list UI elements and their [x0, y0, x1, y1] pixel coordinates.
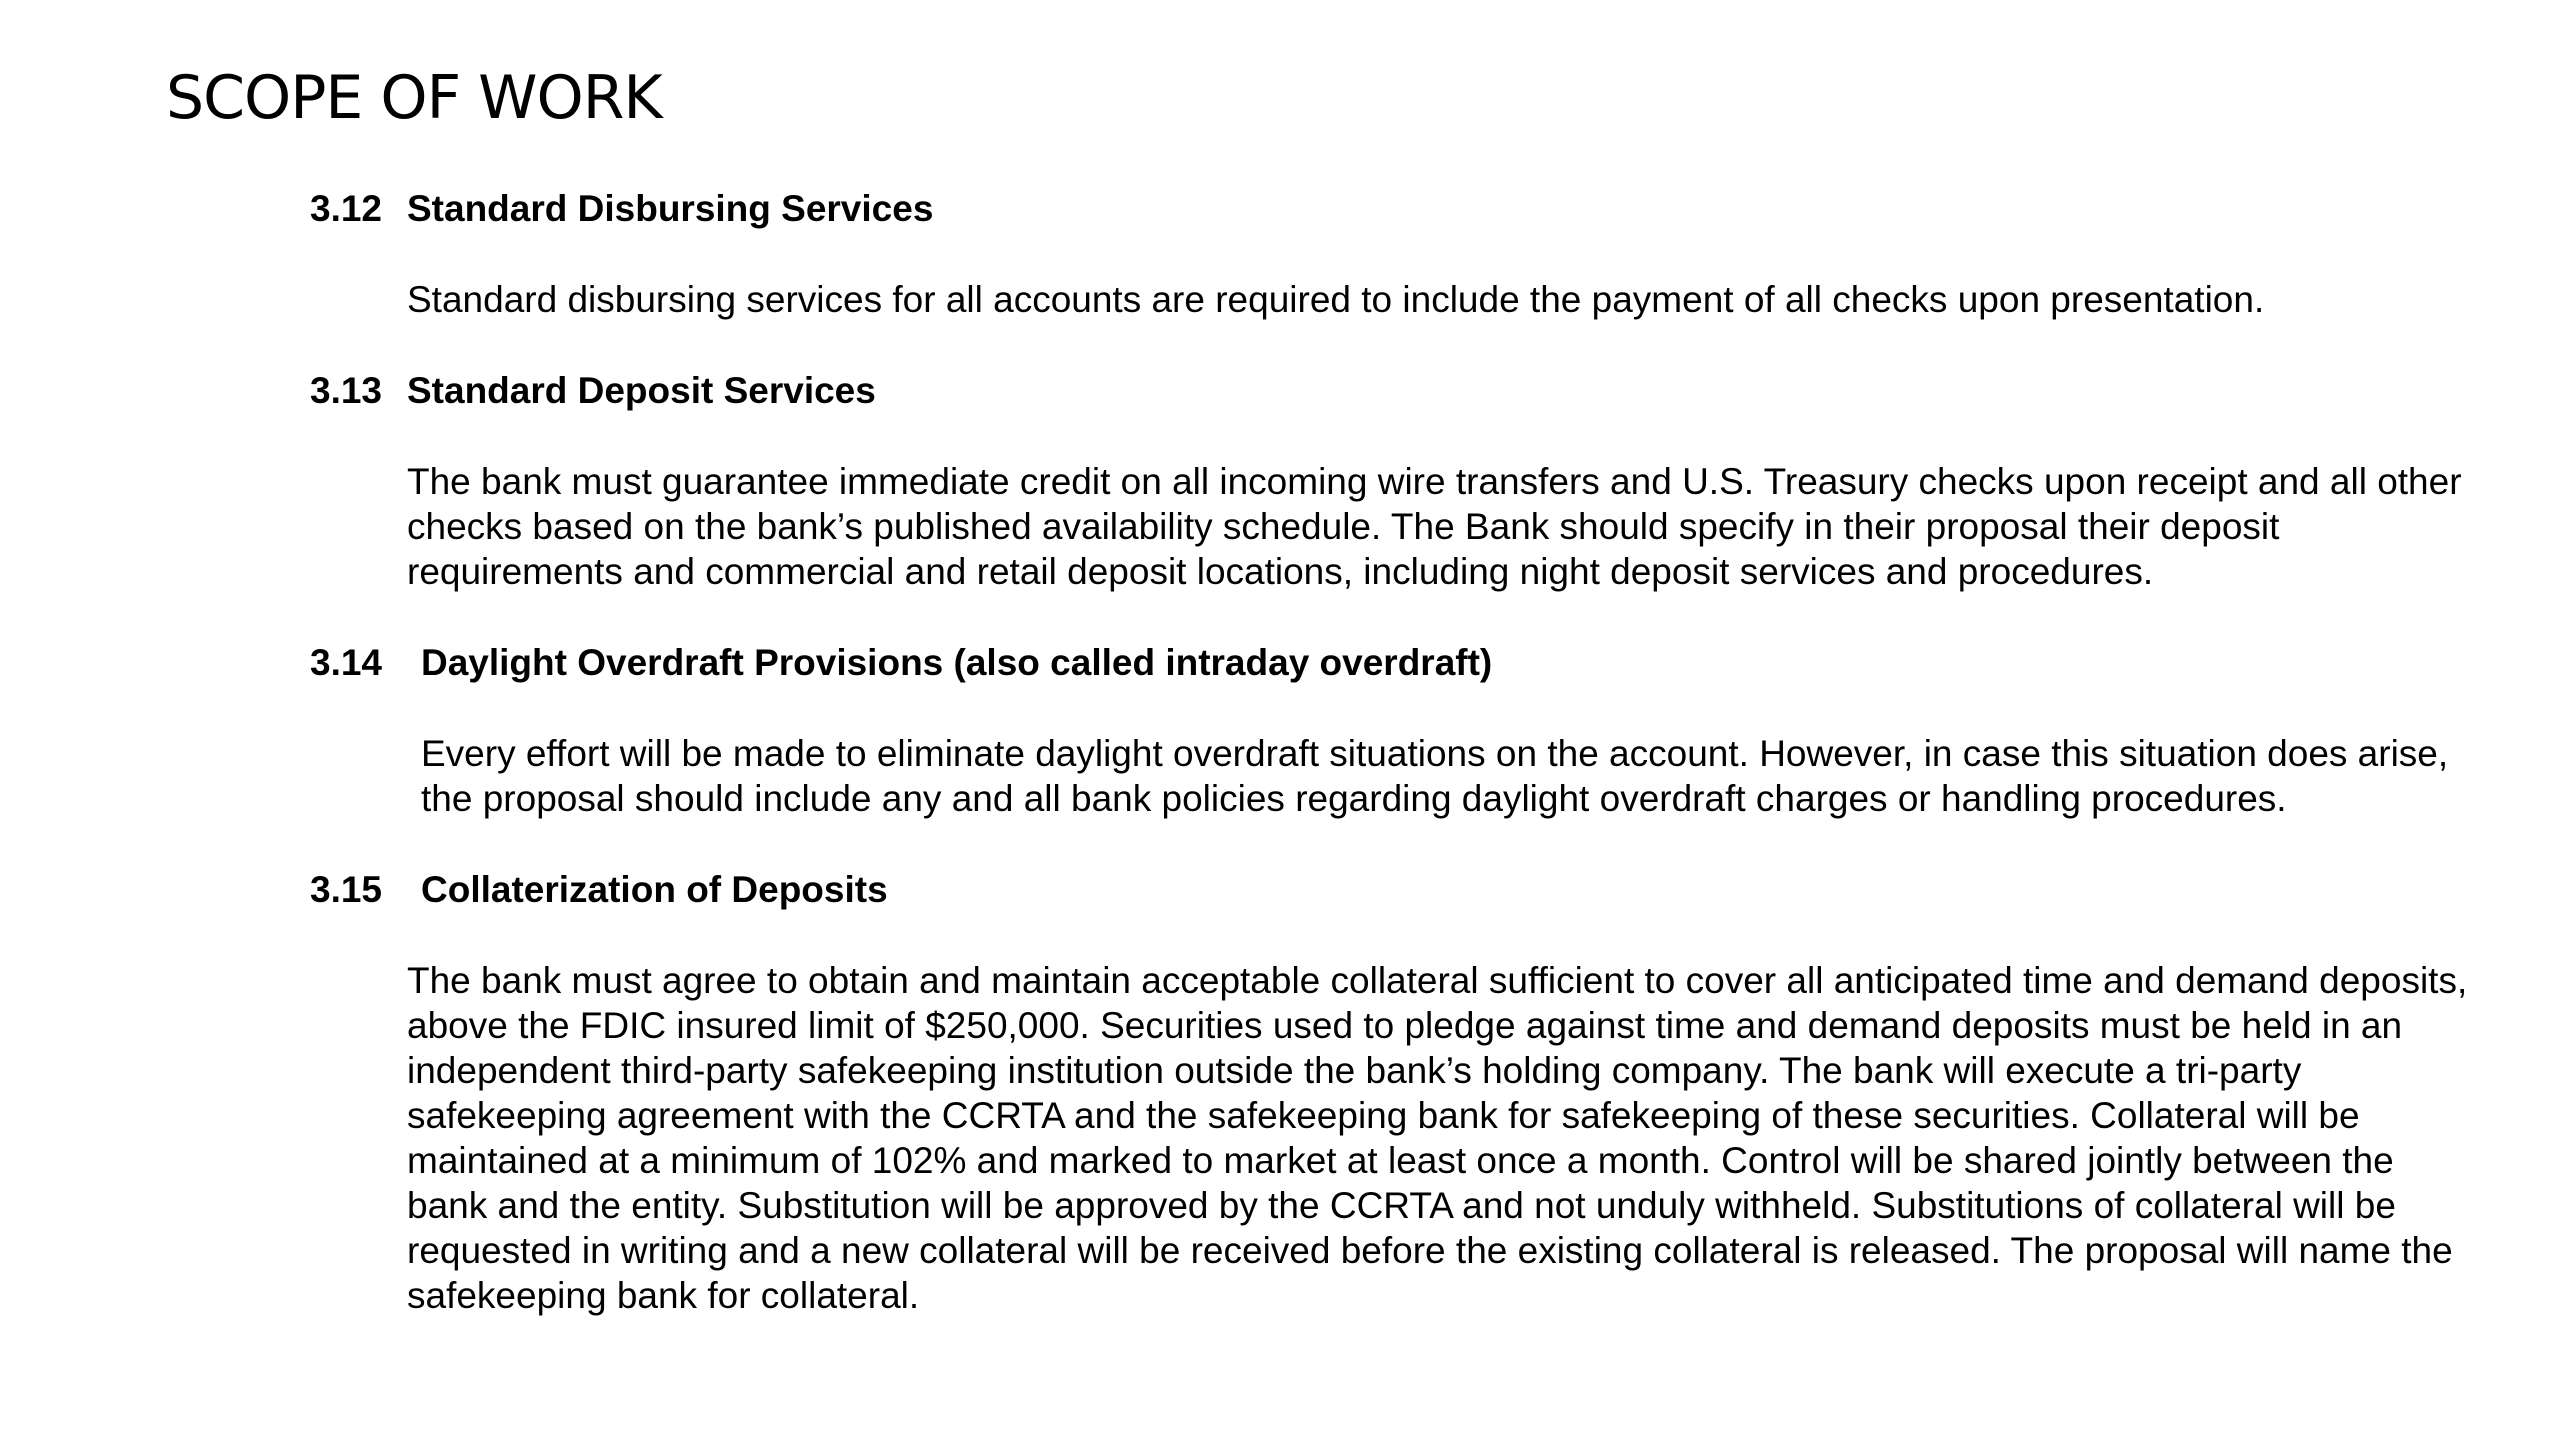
section-title: Daylight Overdraft Provisions (also called intraday overdraft) [421, 642, 1493, 683]
page-title: SCOPE OF WORK [166, 63, 662, 133]
body-line: The bank must guarantee immediate credit on all incoming wire transfers and U.S. Treasury checks upon receipt and all other [407, 461, 2462, 502]
body-line: requested in writing and a new collateral will be received before the existing collateral is released. The proposal will name the [407, 1230, 2453, 1271]
body-line: requirements and commercial and retail deposit locations, including night deposit services and procedures. [407, 551, 2154, 592]
section-body [407, 277, 2510, 322]
section-body [407, 459, 2510, 594]
section-number: 3.12 [310, 188, 383, 229]
section-title: Standard Deposit Services [407, 370, 876, 411]
section-title: Standard Disbursing Services [407, 188, 934, 229]
section-heading [310, 640, 2510, 685]
body-line: Every effort will be made to eliminate daylight overdraft situations on the account. However, in case this situation does arise, [421, 733, 2449, 774]
section-body [407, 958, 2510, 1318]
section-heading [310, 186, 2510, 231]
section-number: 3.13 [310, 370, 383, 411]
body-line: The bank must agree to obtain and maintain acceptable collateral sufficient to cover all anticipated time and demand deposits, [407, 960, 2468, 1001]
body-line: safekeeping agreement with the CCRTA and the safekeeping bank for safekeeping of these securities. Collateral will be [407, 1095, 2360, 1136]
section-title: Collaterization of Deposits [421, 869, 888, 910]
body-line: the proposal should include any and all bank policies regarding daylight overdraft charges or handling procedures. [421, 778, 2287, 819]
section-3-14 [310, 640, 2510, 821]
section-3-12 [310, 186, 2510, 322]
body-line: independent third-party safekeeping institution outside the bank’s holding company. The bank will execute a tri-party [407, 1050, 2302, 1091]
body-line: checks based on the bank’s published availability schedule. The Bank should specify in their proposal their deposit [407, 506, 2280, 547]
section-number: 3.15 [310, 869, 383, 910]
body-line: bank and the entity. Substitution will be approved by the CCRTA and not unduly withheld. Substitutions of collateral will be [407, 1185, 2396, 1226]
section-number: 3.14 [310, 642, 383, 683]
section-3-15 [310, 867, 2510, 1318]
section-3-13 [310, 368, 2510, 594]
body-line: safekeeping bank for collateral. [407, 1275, 920, 1316]
document-content [310, 186, 2510, 1364]
body-line: maintained at a minimum of 102% and marked to market at least once a month. Control will be shared jointly between the [407, 1140, 2394, 1181]
body-line: Standard disbursing services for all accounts are required to include the payment of all checks upon presentation. [407, 279, 2265, 320]
section-heading [310, 867, 2510, 912]
section-body [421, 731, 2510, 821]
body-line: above the FDIC insured limit of $250,000. Securities used to pledge against time and demand deposits must be held in an [407, 1005, 2403, 1046]
section-heading [310, 368, 2510, 413]
